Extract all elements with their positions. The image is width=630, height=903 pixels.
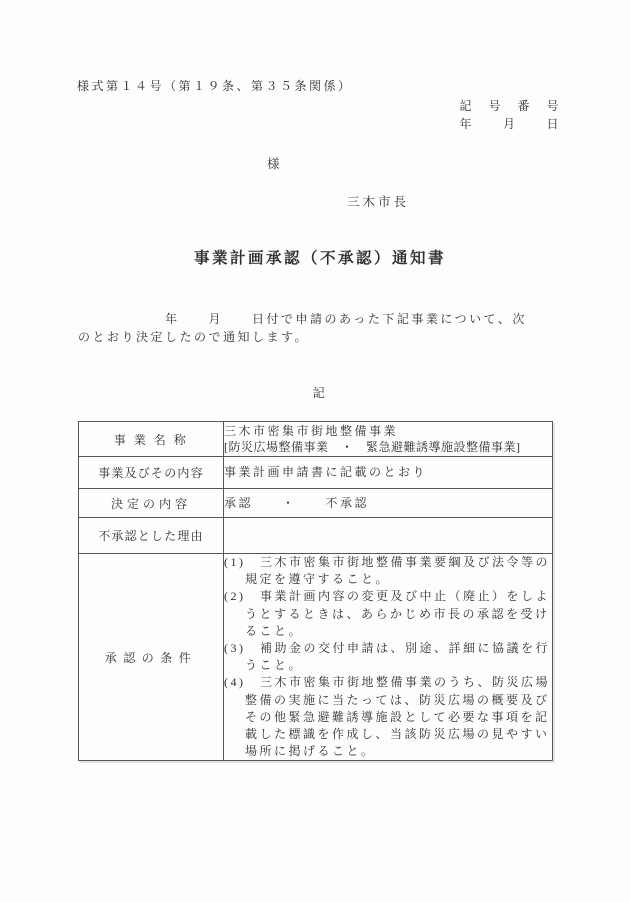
table-row-approval-conditions xyxy=(79,554,553,761)
document-title: 事業計画承認（不承認）通知書 xyxy=(193,250,446,267)
sender-name: 三木市長 xyxy=(347,195,410,209)
project-name-label: 事 業 名 称 xyxy=(79,422,224,457)
disapproval-reason-cell xyxy=(224,518,553,554)
project-content-label: 事業及びその内容 xyxy=(79,457,224,489)
table-row-project-name xyxy=(79,422,553,457)
reference-block xyxy=(459,97,561,133)
project-name-line2: [防災広場整備事業 ・ 緊急避難誘導施設整備事業] xyxy=(224,440,521,454)
disapproval-reason-label: 不承認とした理由 xyxy=(79,518,224,554)
addressee-honorific: 様 xyxy=(267,157,283,171)
table-row-project-content xyxy=(79,457,553,489)
record-marker: 記 xyxy=(312,386,328,400)
table-row-disapproval-reason xyxy=(79,518,553,554)
condition-item-1: (1) 三木市密集市街地整備事業要綱及び法令等の規定を遵守すること。 xyxy=(224,555,550,587)
reference-number-line: 記 号 番 号 xyxy=(459,99,561,113)
form-number: 様式第１４号（第１９条、第３５条関係） xyxy=(77,79,353,93)
project-name-line1: 三木市密集市街地整備事業 xyxy=(224,424,399,438)
approval-conditions-cell xyxy=(224,554,553,761)
decision-label: 決定の内容 xyxy=(79,489,224,518)
approval-table xyxy=(78,421,553,761)
condition-item-2: (2) 事業計画内容の変更及び中止（廃止）をしようとするときは、あらかじめ市長の承認を受けること。 xyxy=(224,589,550,638)
condition-item-4: (4) 三木市密集市街地整備事業のうち、防災広場整備の実施に当たっては、防災広場の概要及びその他緊急避難誘導施設として必要な事項を記載した標識を作成し、当該防災広場の見やすい場所に掲げること。 xyxy=(224,675,550,759)
condition-item-3: (3) 補助金の交付申請は、別途、詳細に協議を行うこと。 xyxy=(224,641,550,673)
table-row-decision xyxy=(79,489,553,518)
date-line: 年 月 日 xyxy=(459,117,561,131)
approval-conditions-label: 承認の条件 xyxy=(79,554,224,761)
project-name-cell xyxy=(224,422,553,457)
intro-paragraph: 年 月 日付で申請のあった下記事業について、次のとおり決定したので通知します。 xyxy=(78,312,527,344)
project-content-cell: 事業計画申請書に記載のとおり xyxy=(224,457,553,489)
decision-cell: 承認 ・ 不承認 xyxy=(224,489,553,518)
